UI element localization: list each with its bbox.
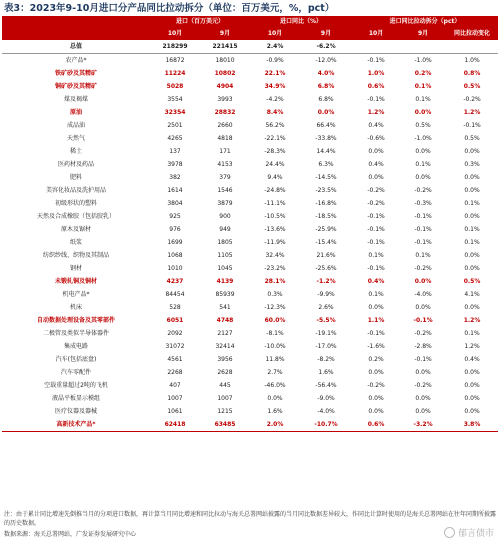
table-row	[2, 366, 498, 379]
cell-v1: 1010	[167, 265, 183, 272]
cell-v5: 0.0%	[368, 304, 384, 311]
cell-v2: 1215	[217, 408, 233, 415]
cell-v2: 1045	[217, 265, 233, 272]
table-title: 表3：2023年9-10月进口分产品同比拉动拆分（单位：百万美元，%，pct）	[4, 3, 335, 14]
cell-v6	[400, 40, 446, 54]
cell-v1: 5028	[166, 83, 184, 90]
cell-v7: 0.0%	[464, 382, 480, 389]
table-row	[2, 236, 498, 249]
cell-v3: 1.6%	[267, 408, 283, 415]
cell-v2: 10802	[214, 70, 236, 77]
cell-v1: 4237	[166, 278, 184, 285]
cell-v6: -2.8%	[414, 343, 432, 350]
cell-v7: 0.4%	[464, 356, 480, 363]
row-label: 成品油	[66, 122, 85, 129]
header-oct: 10月	[150, 28, 200, 40]
cell-v4: -5.5%	[316, 317, 336, 324]
cell-v2: 2628	[217, 369, 233, 376]
cell-v1: 4265	[167, 135, 183, 142]
cell-v5: 0.4%	[368, 161, 384, 168]
cell-v2: 4904	[216, 83, 234, 90]
cell-v7: -0.1%	[463, 122, 481, 129]
cell-v7: 0.5%	[463, 83, 481, 90]
header-sep: 9月	[300, 28, 352, 40]
cell-v3: 24.4%	[265, 161, 285, 168]
cell-v7: 1.2%	[463, 109, 481, 116]
cell-v5: -0.2%	[367, 200, 385, 207]
cell-v3: -23.2%	[264, 265, 286, 272]
cell-v6: -0.2%	[414, 265, 432, 272]
row-label: 未锻轧铜及铜材	[54, 278, 97, 285]
cell-v6: -0.1%	[413, 317, 433, 324]
cell-v7: 0.0%	[464, 265, 480, 272]
row-label: 初级形状的塑料	[54, 200, 97, 207]
cell-v5: 0.0%	[368, 395, 384, 402]
cell-v5: -0.1%	[367, 57, 385, 64]
cell-v7: 0.0%	[464, 408, 480, 415]
cell-v4: 4.0%	[317, 70, 335, 77]
cell-v4: 21.6%	[316, 252, 336, 259]
cell-v7: 4.1%	[464, 291, 480, 298]
cell-v2: 3993	[217, 96, 233, 103]
cell-v4: 2.6%	[318, 304, 334, 311]
table-row	[2, 249, 498, 262]
header-yoy-contribution: 进口同比拉动拆分（pct）	[352, 16, 498, 28]
cell-v3: 56.2%	[265, 122, 285, 129]
cell-v2: 1105	[217, 252, 233, 259]
cell-v5: -0.1%	[367, 330, 385, 337]
cell-v2: 541	[219, 304, 231, 311]
cell-v5: -0.1%	[367, 96, 385, 103]
row-label: 自动数据处理设备及其零部件	[36, 317, 115, 324]
row-label: 原木及锯材	[60, 226, 91, 233]
cell-v5: -1.6%	[367, 343, 385, 350]
watermark-logo-icon	[444, 527, 455, 538]
cell-v1: 218299	[150, 40, 200, 54]
row-label: 煤及褐煤	[63, 96, 88, 103]
cell-v2: 3956	[217, 356, 233, 363]
cell-v5: 0.4%	[367, 278, 385, 285]
cell-v5: -0.6%	[367, 135, 385, 142]
cell-v1: 137	[169, 148, 181, 155]
table-row	[2, 275, 498, 288]
cell-v2: 85939	[215, 291, 235, 298]
cell-v2: 1546	[217, 187, 233, 194]
header-blank	[2, 28, 150, 40]
cell-v6: -4.0%	[414, 291, 432, 298]
cell-v2: 4139	[216, 278, 234, 285]
row-label: 二极管及类似半导体器件	[42, 330, 109, 337]
cell-v2: 949	[219, 226, 231, 233]
cell-v7: 0.8%	[463, 70, 481, 77]
cell-v3: 22.1%	[264, 70, 286, 77]
cell-v6: 0.0%	[415, 395, 431, 402]
table-row	[2, 288, 498, 301]
cell-v6: -0.1%	[414, 356, 432, 363]
cell-v3: 2.0%	[250, 418, 300, 432]
cell-v5: 0.0%	[368, 174, 384, 181]
header-import-value: 进口（百万美元）	[150, 16, 250, 28]
cell-v5: -0.1%	[367, 239, 385, 246]
cell-v1: 1614	[167, 187, 183, 194]
cell-v4: -19.1%	[315, 330, 337, 337]
cell-v1: 925	[169, 213, 181, 220]
cell-v2: 4153	[217, 161, 233, 168]
table-row	[2, 405, 498, 418]
cell-v7: 0.1%	[464, 200, 480, 207]
cell-v2: 445	[219, 382, 231, 389]
table-row	[2, 184, 498, 197]
cell-v2: 63485	[200, 418, 250, 432]
header-sep: 9月	[200, 28, 250, 40]
row-label: 汽车零配件	[60, 369, 91, 376]
cell-v6: 0.5%	[415, 122, 431, 129]
cell-v6: -1.0%	[414, 57, 432, 64]
cell-v5	[352, 40, 400, 54]
table-row	[2, 54, 498, 68]
row-label: 高新技术产品*	[2, 418, 150, 432]
cell-v7: 0.0%	[464, 174, 480, 181]
cell-v1: 2501	[167, 122, 183, 129]
table-row	[2, 171, 498, 184]
cell-v7: 0.0%	[464, 304, 480, 311]
cell-v3: -12.3%	[264, 304, 286, 311]
cell-v3: 2.7%	[267, 369, 283, 376]
cell-v7: 0.5%	[464, 135, 480, 142]
cell-v5: 0.6%	[352, 418, 400, 432]
cell-v7: 0.0%	[464, 252, 480, 259]
cell-v6: -0.1%	[414, 213, 432, 220]
cell-v6: 0.1%	[414, 83, 432, 90]
cell-v7: 1.2%	[463, 317, 481, 324]
cell-v3: -11.1%	[264, 200, 286, 207]
table-row	[2, 158, 498, 171]
cell-v1: 382	[169, 174, 181, 181]
cell-v5: 0.6%	[367, 83, 385, 90]
cell-v5: 1.2%	[367, 109, 385, 116]
cell-v5: -0.1%	[367, 213, 385, 220]
cell-v6: 0.0%	[415, 408, 431, 415]
cell-v3: -0.9%	[266, 57, 284, 64]
table-row	[2, 327, 498, 340]
cell-v3: 8.4%	[266, 109, 284, 116]
table-row	[2, 418, 498, 432]
cell-v7: 3.8%	[446, 418, 498, 432]
cell-v4: -16.8%	[315, 200, 337, 207]
cell-v4: 6.3%	[318, 161, 334, 168]
row-label: 肥料	[69, 174, 82, 181]
row-label: 纸浆	[69, 239, 82, 246]
cell-v6: 0.0%	[414, 278, 432, 285]
cell-v2: 2660	[217, 122, 233, 129]
row-label: 汽车(包括底盘)	[55, 356, 97, 363]
table-row	[2, 40, 498, 54]
cell-v7: 0.0%	[464, 148, 480, 155]
header-oct: 10月	[250, 28, 300, 40]
cell-v7: 1.0%	[464, 57, 480, 64]
row-label: 农产品*	[65, 57, 87, 64]
cell-v5: -0.1%	[367, 226, 385, 233]
cell-v1: 62418	[150, 418, 200, 432]
table-row	[2, 106, 498, 119]
cell-v7: 1.2%	[464, 343, 480, 350]
table-row	[2, 67, 498, 80]
row-label: 稀土	[69, 148, 82, 155]
cell-v4: 66.4%	[316, 122, 336, 129]
cell-v3: 2.4%	[250, 40, 300, 54]
cell-v5: 0.0%	[368, 408, 384, 415]
cell-v1: 1068	[167, 252, 183, 259]
row-label: 机电产品*	[62, 291, 90, 298]
cell-v3: -4.2%	[266, 96, 284, 103]
cell-v2: 171	[219, 148, 231, 155]
row-label: 铁矿砂及其精矿	[54, 70, 97, 77]
table-body	[2, 40, 498, 432]
row-label: 钢材	[69, 265, 82, 272]
cell-v4: -25.9%	[315, 226, 337, 233]
cell-v5: 1.0%	[367, 70, 385, 77]
cell-v4: -10.7%	[300, 418, 352, 432]
cell-v2: 2127	[217, 330, 233, 337]
cell-v7: 0.5%	[463, 278, 481, 285]
cell-v3: 0.0%	[267, 395, 283, 402]
cell-v6: 0.0%	[415, 174, 431, 181]
table-row	[2, 379, 498, 392]
cell-v2: 32414	[215, 343, 235, 350]
watermark	[444, 526, 494, 539]
cell-v1: 976	[169, 226, 181, 233]
cell-v7: 0.0%	[464, 187, 480, 194]
cell-v3: 60.0%	[264, 317, 286, 324]
row-label: 液晶平板显示模组	[51, 395, 100, 402]
cell-v3: -8.1%	[266, 330, 284, 337]
table-row	[2, 197, 498, 210]
table-row	[2, 314, 498, 327]
cell-v6: -1.0%	[414, 135, 432, 142]
row-label: 空载重量超过2吨的飞机	[44, 382, 108, 389]
table-row	[2, 93, 498, 106]
cell-v5: -0.2%	[367, 382, 385, 389]
cell-v1: 11224	[164, 70, 186, 77]
row-label: 天然及合成橡胶（包括胶乳）	[36, 213, 115, 220]
cell-v4: -9.9%	[317, 291, 335, 298]
cell-v3: 34.9%	[264, 83, 286, 90]
table-row	[2, 210, 498, 223]
cell-v3: -46.0%	[264, 382, 286, 389]
table-row	[2, 262, 498, 275]
cell-v3: -10.5%	[264, 213, 286, 220]
table-row	[2, 132, 498, 145]
cell-v6: 0.0%	[415, 148, 431, 155]
cell-v6: -0.2%	[414, 382, 432, 389]
header-sep: 9月	[400, 28, 446, 40]
cell-v5: 0.4%	[368, 122, 384, 129]
cell-v2: 18010	[215, 57, 235, 64]
cell-v2: 4748	[216, 317, 234, 324]
cell-v6: -0.2%	[414, 330, 432, 337]
cell-v5: 0.0%	[368, 369, 384, 376]
cell-v5: 0.0%	[368, 148, 384, 155]
cell-v7: 0.1%	[464, 239, 480, 246]
cell-v4: -56.4%	[315, 382, 337, 389]
cell-v1: 16872	[165, 57, 185, 64]
data-source: 数据来源：海关总署网站，广发证券发展研究中心	[4, 531, 137, 538]
cell-v3: 32.4%	[265, 252, 285, 259]
cell-v1: 6051	[166, 317, 184, 324]
cell-v3: 11.8%	[265, 356, 285, 363]
cell-v4: -25.6%	[315, 265, 337, 272]
cell-v4: -9.0%	[317, 395, 335, 402]
header-change: 同比拉动变化	[446, 28, 498, 40]
cell-v2: 221415	[200, 40, 250, 54]
row-label: 集成电路	[63, 343, 88, 350]
cell-v6: 0.0%	[415, 369, 431, 376]
cell-v1: 1007	[167, 395, 183, 402]
cell-v6: -0.1%	[414, 239, 432, 246]
cell-v4: -4.0%	[317, 408, 335, 415]
cell-v6: -3.2%	[400, 418, 446, 432]
cell-v4: -23.5%	[315, 187, 337, 194]
cell-v2: 379	[219, 174, 231, 181]
cell-v3: -22.1%	[264, 135, 286, 142]
table-row	[2, 301, 498, 314]
cell-v6: -0.1%	[414, 226, 432, 233]
cell-v6: 0.0%	[415, 304, 431, 311]
cell-v4: -15.4%	[315, 239, 337, 246]
cell-v6: -0.2%	[414, 187, 432, 194]
cell-v4: -14.5%	[315, 174, 337, 181]
cell-v1: 3554	[167, 96, 183, 103]
cell-v6: 0.1%	[415, 96, 431, 103]
cell-v4: 14.4%	[316, 148, 336, 155]
cell-v7: 0.3%	[464, 161, 480, 168]
cell-v4: -1.2%	[316, 278, 336, 285]
header-import-yoy: 进口同比（%）	[250, 16, 352, 28]
cell-v1: 2268	[167, 369, 183, 376]
row-label: 原油	[69, 109, 82, 116]
cell-v6: 0.0%	[414, 109, 432, 116]
cell-v3: 9.4%	[267, 174, 283, 181]
cell-v5: 1.1%	[367, 317, 385, 324]
cell-v7: 0.0%	[464, 395, 480, 402]
row-label: 美容化妆品及洗护用品	[45, 187, 106, 194]
cell-v3: -11.9%	[264, 239, 286, 246]
cell-v2: 3879	[217, 200, 233, 207]
cell-v1: 84454	[165, 291, 185, 298]
cell-v1: 4561	[167, 356, 183, 363]
table-row	[2, 145, 498, 158]
cell-v7: -0.2%	[463, 96, 481, 103]
header-oct: 10月	[352, 28, 400, 40]
row-label: 总值	[2, 40, 150, 54]
import-breakdown-table	[2, 16, 498, 432]
cell-v3: -13.6%	[264, 226, 286, 233]
cell-v4: -12.0%	[315, 57, 337, 64]
row-label: 铜矿砂及其精矿	[54, 83, 97, 90]
cell-v3: -10.0%	[264, 343, 286, 350]
cell-v4: -6.2%	[300, 40, 352, 54]
cell-v2: 28832	[214, 109, 236, 116]
cell-v5: 0.1%	[368, 252, 384, 259]
cell-v2: 4818	[217, 135, 233, 142]
cell-v7: 0.1%	[464, 330, 480, 337]
cell-v4: -18.5%	[315, 213, 337, 220]
cell-v5: -0.1%	[367, 265, 385, 272]
cell-v7: 0.0%	[464, 213, 480, 220]
cell-v5: 0.1%	[368, 291, 384, 298]
cell-v7: 0.1%	[464, 226, 480, 233]
cell-v6: 0.1%	[415, 252, 431, 259]
header-name	[2, 16, 150, 28]
cell-v1: 3978	[167, 161, 183, 168]
row-label: 医药材及药品	[57, 161, 94, 168]
cell-v1: 32354	[164, 109, 186, 116]
table-row	[2, 353, 498, 366]
cell-v6: -0.3%	[414, 200, 432, 207]
cell-v4: 0.0%	[317, 109, 335, 116]
cell-v5: -0.2%	[367, 187, 385, 194]
cell-v1: 31072	[165, 343, 185, 350]
cell-v4: -8.2%	[317, 356, 335, 363]
cell-v4: 6.8%	[317, 83, 335, 90]
cell-v2: 900	[219, 213, 231, 220]
row-label: 纺织纱线、织物及其制品	[42, 252, 109, 259]
table-row	[2, 392, 498, 405]
watermark-text: 郁言债市	[457, 529, 494, 539]
cell-v1: 407	[169, 382, 181, 389]
cell-v3: -24.8%	[264, 187, 286, 194]
cell-v1: 1061	[167, 408, 183, 415]
table-row	[2, 340, 498, 353]
cell-v4: -17.0%	[315, 343, 337, 350]
cell-v7	[446, 40, 498, 54]
cell-v6: 0.2%	[414, 70, 432, 77]
cell-v1: 3804	[167, 200, 183, 207]
cell-v1: 2092	[167, 330, 183, 337]
cell-v1: 1699	[167, 239, 183, 246]
cell-v1: 528	[169, 304, 181, 311]
cell-v2: 1805	[217, 239, 233, 246]
cell-v4: 1.6%	[318, 369, 334, 376]
cell-v4: 6.8%	[318, 96, 334, 103]
cell-v4: -33.8%	[315, 135, 337, 142]
cell-v3: 0.3%	[267, 291, 283, 298]
cell-v3: 28.1%	[264, 278, 286, 285]
cell-v2: 1007	[217, 395, 233, 402]
footnote: 注：由于累计同比增速先倒推当月的分项进口数据，再计算当月同比增速和同比拉动与海关总署网站披露的当月同比数据差异较大，作同比计算时使用的是海关总署网站在往年同期所披露的历史数据。	[4, 511, 497, 527]
row-label: 医疗仪器及器械	[54, 408, 97, 415]
table-row	[2, 119, 498, 132]
table-row	[2, 80, 498, 93]
row-label: 机床	[69, 304, 82, 311]
cell-v3: -28.3%	[264, 148, 286, 155]
table-row	[2, 223, 498, 236]
row-label: 天然气	[66, 135, 85, 142]
cell-v6: 0.1%	[415, 161, 431, 168]
cell-v7: 0.0%	[464, 369, 480, 376]
cell-v5: 0.2%	[368, 356, 384, 363]
